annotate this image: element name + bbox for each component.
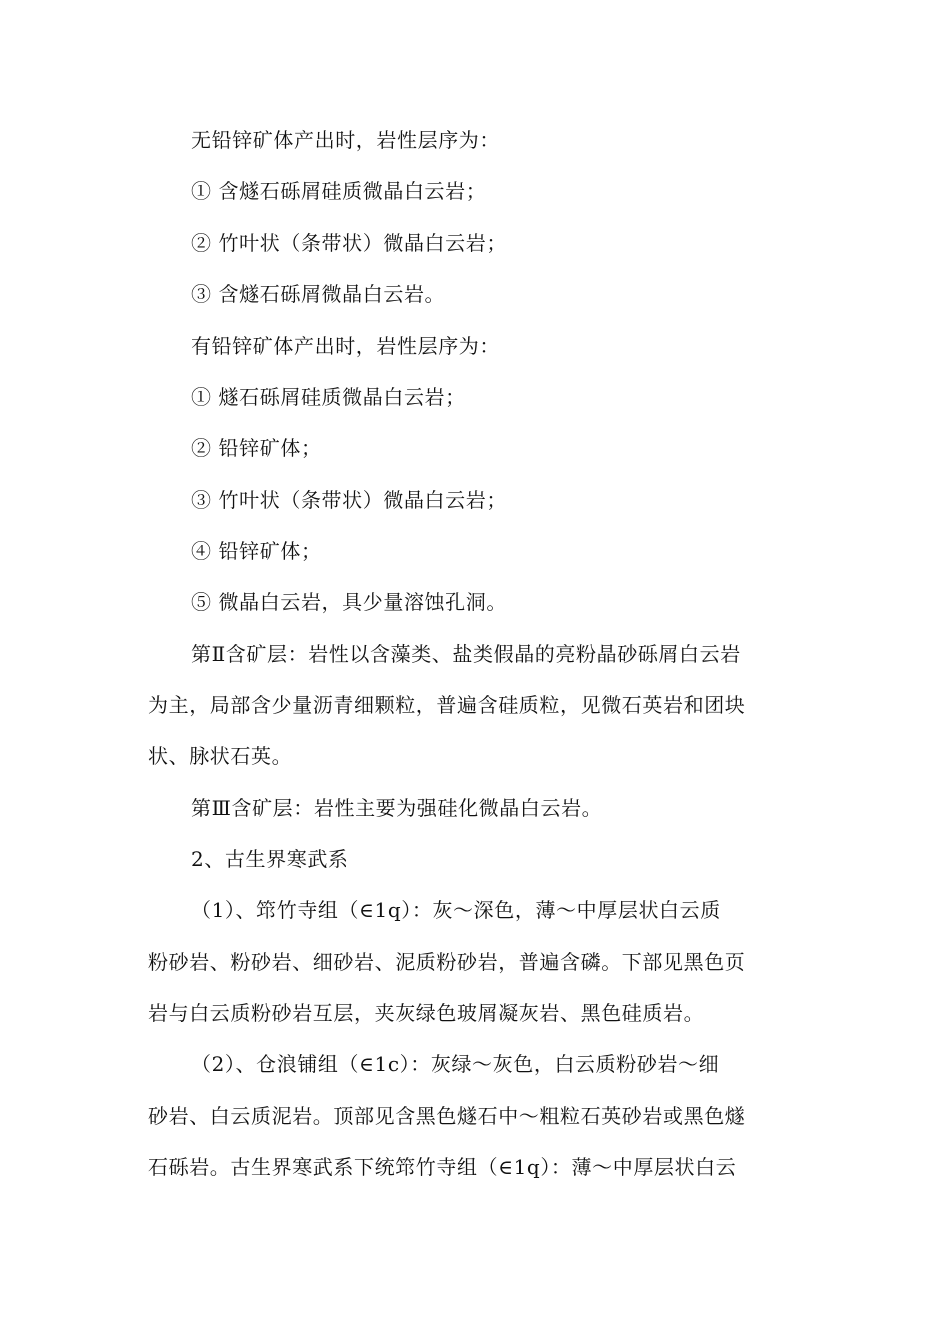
paragraph-line: （2）、仓浪铺组（∈1c）：灰绿～灰色，白云质粉砂岩～细 <box>191 1052 720 1076</box>
list-item: ② 竹叶状（条带状）微晶白云岩； <box>191 231 507 255</box>
list-item: ② 铅锌矿体； <box>191 436 322 460</box>
list-item: ③ 竹叶状（条带状）微晶白云岩； <box>191 488 507 512</box>
paragraph-line: 第Ⅲ含矿层：岩性主要为强硅化微晶白云岩。 <box>191 796 603 820</box>
list-item: ④ 铅锌矿体； <box>191 539 322 563</box>
paragraph-line: 第Ⅱ含矿层：岩性以含藻类、盐类假晶的亮粉晶砂砾屑白云岩 <box>191 642 741 666</box>
paragraph-line: 岩与白云质粉砂岩互层，夹灰绿色玻屑凝灰岩、黑色硅质岩。 <box>148 1001 705 1025</box>
section-heading: 2、古生界寒武系 <box>191 847 349 871</box>
paragraph-line: 为主，局部含少量沥青细颗粒，普遍含硅质粒，见微石英岩和团块 <box>148 693 746 717</box>
list-item: ⑤ 微晶白云岩，具少量溶蚀孔洞。 <box>191 590 507 614</box>
paragraph-line: 砂岩、白云质泥岩。顶部见含黑色燧石中～粗粒石英砂岩或黑色燧 <box>148 1104 746 1128</box>
paragraph-line: （1）、筇竹寺组（∈1q）：灰～深色，薄～中厚层状白云质 <box>191 898 721 922</box>
list-item: ① 含燧石砾屑硅质微晶白云岩； <box>191 179 487 203</box>
paragraph-line: 粉砂岩、粉砂岩、细砂岩、泥质粉砂岩，普遍含磷。下部见黑色页 <box>148 950 746 974</box>
list-item: ① 燧石砾屑硅质微晶白云岩； <box>191 385 466 409</box>
paragraph-line: 有铅锌矿体产出时，岩性层序为： <box>191 334 500 358</box>
paragraph-line: 石砾岩。古生界寒武系下统筇竹寺组（∈1q）：薄～中厚层状白云 <box>148 1155 737 1179</box>
paragraph-line: 无铅锌矿体产出时，岩性层序为： <box>191 128 500 152</box>
paragraph-line: 状、脉状石英。 <box>148 744 293 768</box>
list-item: ③ 含燧石砾屑微晶白云岩。 <box>191 282 446 306</box>
